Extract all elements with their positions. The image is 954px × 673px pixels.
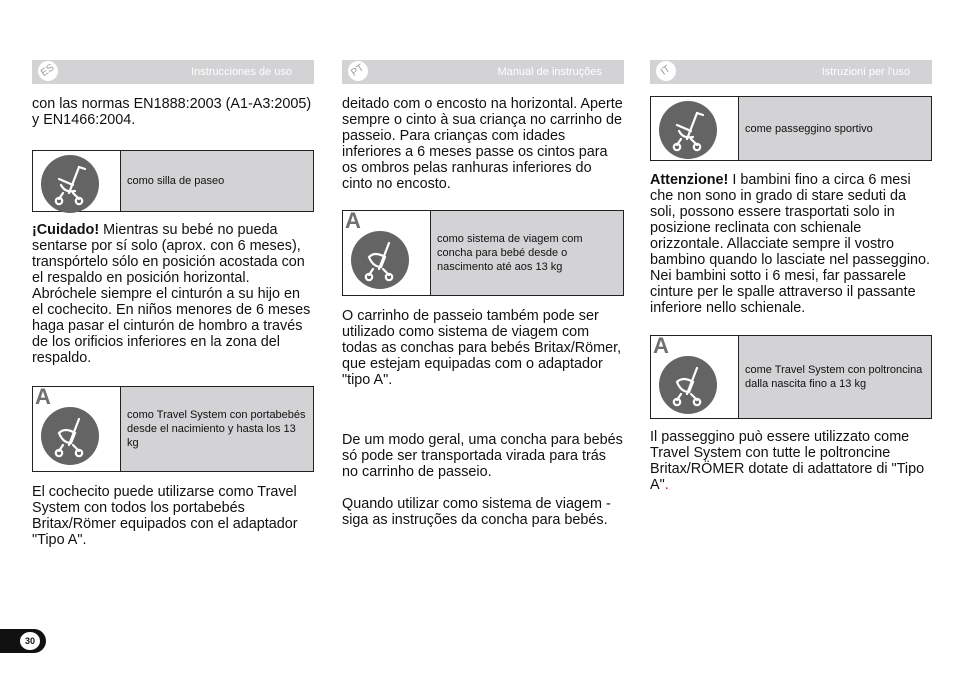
warning-text: I bambini fino a circa 6 mesi che non sono in grado di stare seduti da soli, possono essere trasportati solo in posizione reclinata con schienale orizzontale. Allacciate sempre il vostro bambino quando lo lasciate nel passeggino. Nei bambini sotto i 6 mesi, far passarele cinture per le spalle attraverso il passante inferiore nello schienale.	[650, 172, 931, 316]
paragraph-instructions-pt: Quando utilizar como sistema de viagem - siga as instruções da concha para bebés.	[342, 496, 611, 528]
type-a-label: A	[345, 208, 361, 233]
travel-system-icon	[659, 356, 717, 414]
travel-system-icon	[41, 407, 99, 465]
warning-bold: Attenzione!	[650, 172, 729, 188]
paragraph-reclined-pt: deitado com o encosto na horizontal. Aperte sempre o cinto à sua criança no carrinho de passeio. Para crianças com idades inferiores a 6 meses passe os cintos para os ombros pelas ranhuras inferiores do cinto no encosto.	[342, 96, 623, 192]
paragraph-rear-facing-pt: De um modo geral, uma concha para bebés só pode ser transportada virada para trás no carrinho de passeio.	[342, 432, 623, 480]
language-badge-es: ES	[34, 57, 62, 85]
warning-bold: ¡Cuidado!	[32, 222, 100, 238]
info-box-stroller-it	[650, 96, 932, 161]
stroller-icon	[41, 155, 99, 213]
header-title-pt: Manual de instruções	[497, 66, 602, 78]
info-box-travel-system-pt	[342, 210, 624, 296]
warning-paragraph-it	[650, 172, 932, 316]
box-label: como Travel System con portabebés desde el nacimiento y hasta los 13 kg	[121, 387, 313, 471]
header-title-it: Istruzioni per l'uso	[821, 66, 910, 78]
info-box-stroller-es	[32, 150, 314, 212]
paragraph-travel-system-it	[650, 429, 932, 493]
column-it	[650, 60, 932, 493]
section-header-es	[32, 60, 314, 84]
stroller-icon	[659, 101, 717, 159]
paragraph-norms: con las normas EN1888:2003 (A1-A3:2005) y EN1466:2004.	[32, 96, 312, 128]
language-badge-pt: PT	[344, 57, 372, 85]
section-header-it	[650, 60, 932, 84]
box-label: como silla de paseo	[121, 151, 313, 211]
box-label: como sistema de viagem com concha para bebé desde o nascimento até aos 13 kg	[431, 211, 623, 295]
travel-system-icon	[351, 231, 409, 289]
info-box-travel-system-es	[32, 386, 314, 472]
info-box-travel-system-it	[650, 335, 932, 419]
language-badge-it: IT	[652, 57, 680, 85]
header-title-es: Instrucciones de uso	[191, 66, 292, 78]
travel-system-text: Il passeggino può essere utilizzato come Travel System con tutte le poltroncine Britax/RÖMER dotate di adattatore di "Tipo A"	[650, 429, 925, 493]
section-header-pt	[342, 60, 624, 84]
column-pt	[342, 60, 624, 528]
column-es	[32, 60, 314, 548]
type-a-label: A	[653, 333, 669, 358]
page-number-tab	[0, 629, 46, 653]
warning-paragraph-es	[32, 222, 314, 366]
red-period: .	[664, 477, 669, 493]
paragraph-travel-system-pt: O carrinho de passeio também pode ser utilizado como sistema de viagem com todas as conchas para bebés Britax/Römer, que estejam equipadas com o adaptador "tipo A".	[342, 308, 622, 388]
type-a-label: A	[35, 384, 51, 409]
paragraph-travel-system-es: El cochecito puede utilizarse como Travel System con todos los portabebés Britax/Römer equipados con el adaptador "Tipo A".	[32, 484, 298, 548]
box-label: come Travel System con poltroncina dalla nascita fino a 13 kg	[739, 336, 931, 418]
page-number: 30	[20, 632, 40, 650]
box-label: come passeggino sportivo	[739, 97, 931, 160]
warning-text: Mientras su bebé no pueda sentarse por sí solo (aprox. con 6 meses), transpórtelo sólo en posición acostada con el respaldo en posición horizontal. Abróchele siempre el cinturón a su hijo en el cochecito. En niños menores de 6 meses haga pasar el cinturón de hombro a través de los orificios inferiores en la zona del respaldo.	[32, 222, 311, 366]
